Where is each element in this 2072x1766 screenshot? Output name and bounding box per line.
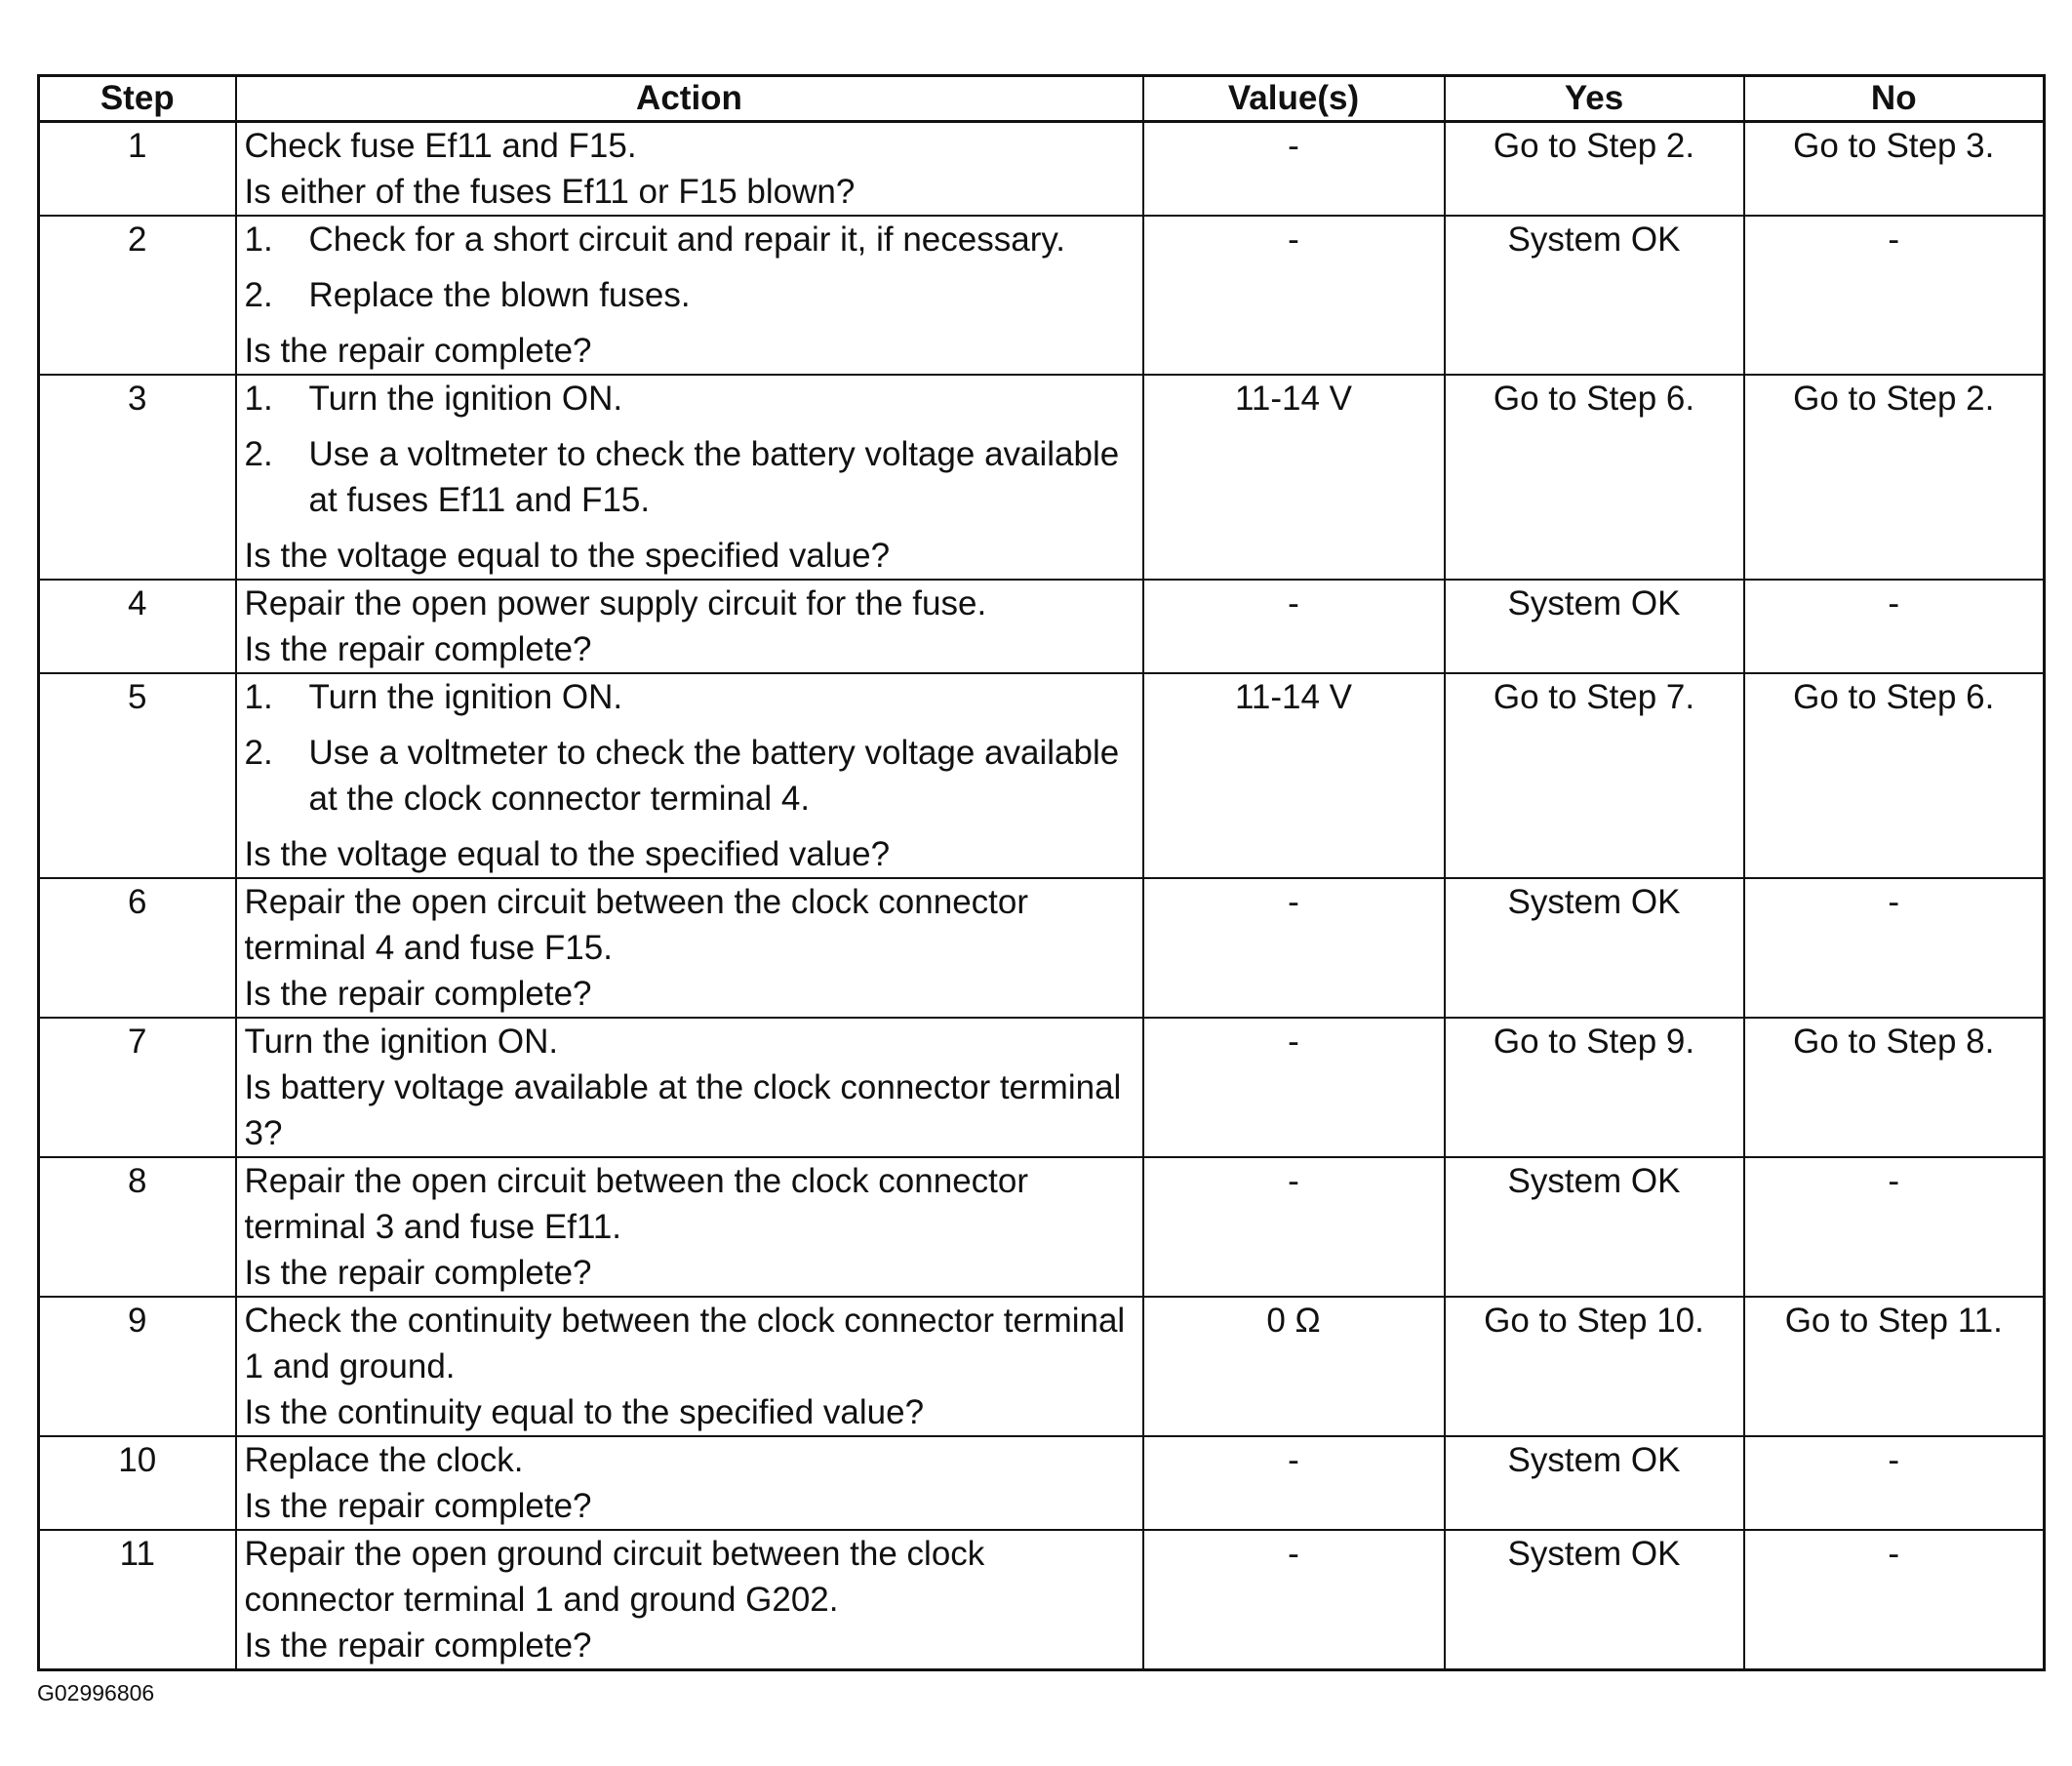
action-item-number: 1. bbox=[244, 380, 273, 418]
header-values: Value(s) bbox=[1143, 76, 1445, 122]
action-text: Is battery voltage available at the clock connector terminal 3? bbox=[244, 1068, 1122, 1152]
action-item-number: 1. bbox=[244, 678, 273, 716]
diagnostic-table bbox=[37, 74, 2046, 1671]
table-row bbox=[39, 1530, 2045, 1670]
no-cell: - bbox=[1744, 1530, 2045, 1670]
action-item-text: Use a voltmeter to check the battery voltage available at fuses Ef11 and F15. bbox=[308, 435, 1120, 519]
step-cell: 9 bbox=[39, 1297, 236, 1436]
header-row bbox=[39, 76, 2045, 122]
no-cell: Go to Step 3. bbox=[1744, 122, 2045, 217]
action-cell bbox=[236, 673, 1143, 878]
action-text: Is either of the fuses Ef11 or F15 blown? bbox=[244, 173, 856, 211]
step-cell: 10 bbox=[39, 1436, 236, 1530]
action-cell bbox=[236, 580, 1143, 673]
action-text: Turn the ignition ON. bbox=[244, 1023, 559, 1061]
action-item-number: 2. bbox=[244, 734, 273, 772]
action-list-item bbox=[245, 431, 1136, 523]
step-cell: 6 bbox=[39, 878, 236, 1018]
yes-cell: Go to Step 7. bbox=[1445, 673, 1744, 878]
yes-cell: System OK bbox=[1445, 1436, 1744, 1530]
action-text: Repair the open circuit between the clock connector terminal 4 and fuse F15. bbox=[244, 883, 1029, 967]
action-cell bbox=[236, 878, 1143, 1018]
action-list-item bbox=[245, 674, 1136, 720]
table-row bbox=[39, 1297, 2045, 1436]
value-cell: - bbox=[1143, 1530, 1445, 1670]
no-cell: Go to Step 2. bbox=[1744, 375, 2045, 580]
action-text: Repair the open power supply circuit for the fuse. bbox=[244, 584, 987, 622]
action-item-text: Turn the ignition ON. bbox=[308, 380, 623, 418]
yes-cell: System OK bbox=[1445, 216, 1744, 375]
action-text: Is the voltage equal to the specified value? bbox=[244, 835, 891, 873]
value-cell: 0 Ω bbox=[1143, 1297, 1445, 1436]
action-text: Is the continuity equal to the specified value? bbox=[244, 1393, 925, 1431]
action-cell bbox=[236, 1157, 1143, 1297]
action-cell bbox=[236, 1530, 1143, 1670]
action-item-text: Turn the ignition ON. bbox=[308, 678, 623, 716]
table-row bbox=[39, 122, 2045, 217]
table-body bbox=[39, 122, 2045, 1670]
no-cell: Go to Step 8. bbox=[1744, 1018, 2045, 1157]
action-text: Check fuse Ef11 and F15. bbox=[244, 127, 637, 165]
action-item-number: 1. bbox=[244, 221, 273, 259]
header-yes: Yes bbox=[1445, 76, 1744, 122]
value-cell: - bbox=[1143, 580, 1445, 673]
action-text: Is the repair complete? bbox=[244, 975, 592, 1013]
action-cell bbox=[236, 375, 1143, 580]
action-text: Repair the open ground circuit between the clock connector terminal 1 and ground G202. bbox=[244, 1535, 985, 1619]
table-row bbox=[39, 216, 2045, 375]
yes-cell: Go to Step 2. bbox=[1445, 122, 1744, 217]
table-header bbox=[39, 76, 2045, 122]
action-item-number: 2. bbox=[244, 435, 273, 473]
no-cell: - bbox=[1744, 1436, 2045, 1530]
action-list-item bbox=[245, 730, 1136, 822]
header-action: Action bbox=[236, 76, 1143, 122]
value-cell: - bbox=[1143, 216, 1445, 375]
table-row bbox=[39, 375, 2045, 580]
value-cell: - bbox=[1143, 878, 1445, 1018]
yes-cell: System OK bbox=[1445, 1157, 1744, 1297]
action-list-item bbox=[245, 376, 1136, 421]
action-cell bbox=[236, 122, 1143, 217]
action-text: Is the repair complete? bbox=[244, 1254, 592, 1292]
step-cell: 7 bbox=[39, 1018, 236, 1157]
header-step: Step bbox=[39, 76, 236, 122]
action-cell bbox=[236, 1297, 1143, 1436]
no-cell: - bbox=[1744, 216, 2045, 375]
no-cell: - bbox=[1744, 878, 2045, 1018]
action-text: Is the repair complete? bbox=[244, 1626, 592, 1665]
action-item-text: Use a voltmeter to check the battery voltage available at the clock connector terminal 4. bbox=[308, 734, 1120, 818]
action-item-number: 2. bbox=[244, 276, 273, 314]
action-cell bbox=[236, 1018, 1143, 1157]
no-cell: Go to Step 6. bbox=[1744, 673, 2045, 878]
table-row bbox=[39, 1436, 2045, 1530]
table-row bbox=[39, 878, 2045, 1018]
no-cell: - bbox=[1744, 1157, 2045, 1297]
value-cell: 11-14 V bbox=[1143, 673, 1445, 878]
value-cell: - bbox=[1143, 122, 1445, 217]
yes-cell: Go to Step 9. bbox=[1445, 1018, 1744, 1157]
action-cell bbox=[236, 216, 1143, 375]
no-cell: Go to Step 11. bbox=[1744, 1297, 2045, 1436]
header-no: No bbox=[1744, 76, 2045, 122]
action-text: Is the repair complete? bbox=[244, 332, 592, 370]
value-cell: 11-14 V bbox=[1143, 375, 1445, 580]
action-list-item bbox=[245, 272, 1136, 318]
value-cell: - bbox=[1143, 1018, 1445, 1157]
yes-cell: System OK bbox=[1445, 1530, 1744, 1670]
yes-cell: System OK bbox=[1445, 580, 1744, 673]
action-text: Is the repair complete? bbox=[244, 1487, 592, 1525]
value-cell: - bbox=[1143, 1157, 1445, 1297]
table-row bbox=[39, 1018, 2045, 1157]
no-cell: - bbox=[1744, 580, 2045, 673]
action-cell bbox=[236, 1436, 1143, 1530]
action-text: Check the continuity between the clock connector terminal 1 and ground. bbox=[244, 1302, 1126, 1385]
step-cell: 3 bbox=[39, 375, 236, 580]
table-row bbox=[39, 1157, 2045, 1297]
yes-cell: Go to Step 10. bbox=[1445, 1297, 1744, 1436]
action-item-text: Check for a short circuit and repair it, if necessary. bbox=[308, 221, 1065, 259]
step-cell: 2 bbox=[39, 216, 236, 375]
table-row bbox=[39, 580, 2045, 673]
table-row bbox=[39, 673, 2045, 878]
action-item-text: Replace the blown fuses. bbox=[308, 276, 691, 314]
value-cell: - bbox=[1143, 1436, 1445, 1530]
yes-cell: Go to Step 6. bbox=[1445, 375, 1744, 580]
step-cell: 8 bbox=[39, 1157, 236, 1297]
yes-cell: System OK bbox=[1445, 878, 1744, 1018]
action-text: Repair the open circuit between the clock connector terminal 3 and fuse Ef11. bbox=[244, 1162, 1029, 1246]
step-cell: 4 bbox=[39, 580, 236, 673]
step-cell: 11 bbox=[39, 1530, 236, 1670]
step-cell: 1 bbox=[39, 122, 236, 217]
action-list-item bbox=[245, 217, 1136, 262]
figure-code: G02996806 bbox=[37, 1680, 155, 1706]
step-cell: 5 bbox=[39, 673, 236, 878]
action-text: Is the voltage equal to the specified value? bbox=[244, 537, 891, 575]
action-text: Is the repair complete? bbox=[244, 630, 592, 668]
action-text: Replace the clock. bbox=[244, 1441, 524, 1479]
